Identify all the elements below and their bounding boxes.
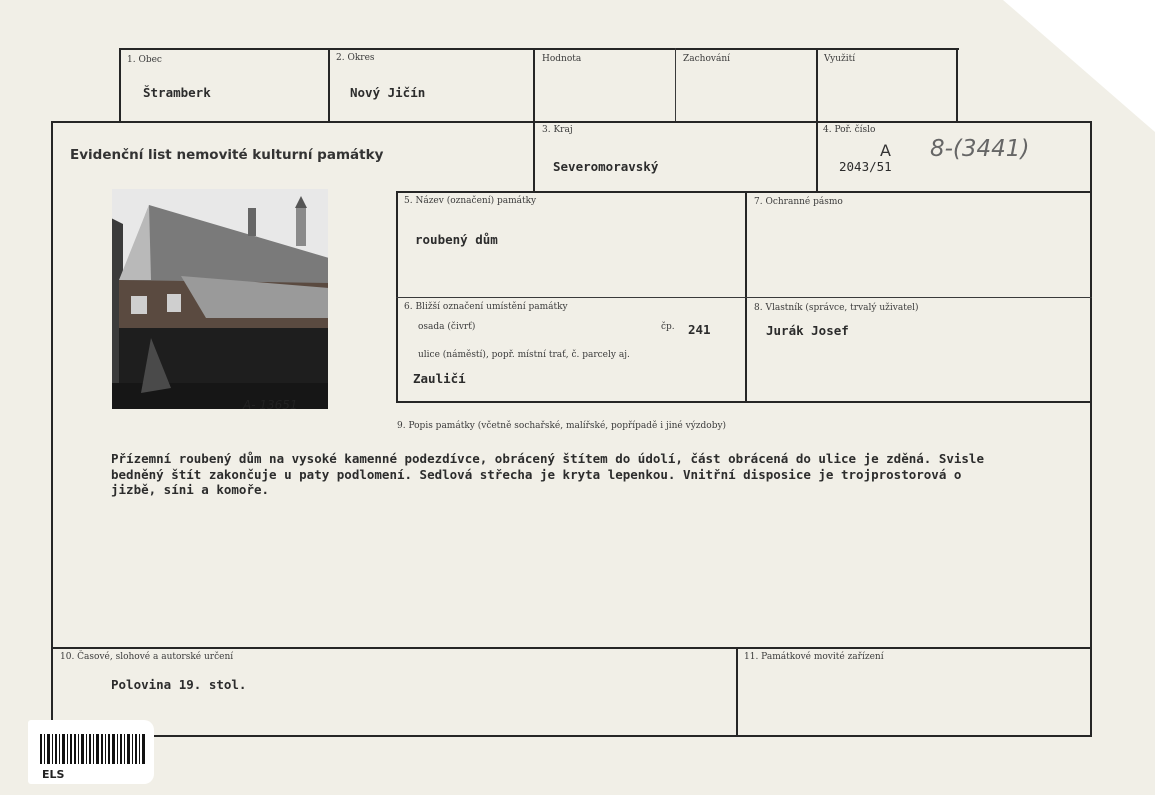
handwritten-number: 8-(3441) [930, 136, 1030, 162]
popis-label: 9. Popis památky (včetně sochařské, malířské, popřípadě i jiné výzdoby) [397, 421, 727, 431]
barcode-label [28, 720, 154, 784]
hodnota-label: Hodnota [542, 54, 582, 64]
zarizeni-label: 11. Památkové movité zařízení [744, 652, 884, 662]
zachovani-label: Zachování [683, 54, 730, 64]
okres-label: 2. Okres [336, 53, 375, 63]
frame-line [956, 48, 958, 122]
ochranne-label: 7. Ochranné pásmo [754, 197, 843, 207]
umisteni-label: 6. Bližší označení umístění památky [404, 302, 568, 312]
obec-label: 1. Obec [127, 55, 162, 65]
frame-line [51, 121, 1092, 123]
obec-value: Štramberk [143, 85, 211, 100]
osada-label: osada (čivrť) [418, 322, 476, 332]
vlastnik-value: Jurák Josef [766, 323, 849, 338]
monument-photo [111, 188, 329, 410]
cp-value: 241 [688, 322, 711, 337]
nazev-label: 5. Název (označení) památky [404, 196, 537, 206]
ulice-label: ulice (náměstí), popř. místní trať, č. parcely aj. [418, 350, 630, 360]
frame-line [328, 48, 330, 122]
vyuziti-label: Využití [824, 54, 856, 64]
frame-line [119, 48, 121, 122]
cp-label: čp. [661, 322, 675, 332]
frame-line [51, 121, 53, 736]
popis-text: Přízemní roubený dům na vysoké kamenné podezdívce, obrácený štítem do údolí, část obrácená do ulice je zděná. Svisle bedněný štít zakončuje u paty podlomení. Sedlová střecha je kryta lepenkou. Vnitřní disposice je trojprostorová o jizbě, síni a komoře. [111, 451, 984, 497]
frame-line [736, 647, 738, 736]
kraj-value: Severomoravský [553, 159, 659, 174]
frame-line [1090, 121, 1092, 736]
vlastnik-label: 8. Vlastník (správce, trvalý uživatel) [754, 303, 919, 313]
nazev-value: roubený dům [415, 232, 498, 247]
ulice-value: Zauličí [413, 371, 466, 386]
frame-line [675, 48, 676, 122]
okres-value: Nový Jičín [350, 85, 426, 100]
photo-caption: A- 13651 [243, 398, 298, 412]
frame-line [119, 48, 959, 50]
frame-line [51, 647, 1092, 649]
tag-text: ELS [42, 768, 65, 781]
cislo-letter: A [880, 141, 891, 160]
urceni-value: Polovina 19. stol. [111, 677, 247, 692]
document-title: Evidenční list nemovité kulturní památky [70, 147, 384, 163]
cislo-value: 2043/51 [839, 159, 892, 174]
frame-line [396, 191, 1092, 193]
barcode-icon [40, 734, 145, 764]
frame-line [396, 401, 1092, 403]
frame-line [51, 735, 1092, 737]
cislo-label: 4. Poř. číslo [823, 125, 876, 135]
frame-line [396, 297, 1092, 298]
urceni-label: 10. Časové, slohové a autorské určení [60, 652, 234, 662]
kraj-label: 3. Kraj [542, 125, 573, 135]
